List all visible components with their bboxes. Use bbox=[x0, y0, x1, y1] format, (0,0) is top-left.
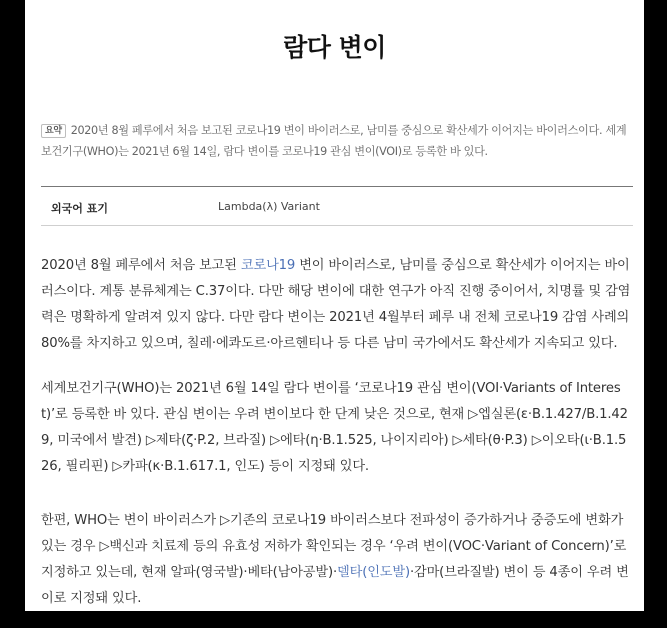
article-page bbox=[25, 0, 644, 611]
p1-text-a: 2020년 8월 페루에서 처음 보고된 bbox=[41, 258, 241, 273]
p1-text-b: 변이 바이러스로, 남미를 중심으로 확산세가 이어지는 바이러스이다. 계통 분류체계는 C.37이다. 다만 해당 변이에 대한 연구가 아직 진행 중이어서, 치명률 및 감염력은 명확하게 알려져 있지 않다. 다만 람다 변이는 2021년 4월부터 페루 내 전체 코로나19 감염 사례의 80%를 차지하고 있으며, 칠레·에콰도르·아르헨티나 등 다른 남미 국가에서도 확산세가 지속되고 있다. bbox=[41, 258, 631, 351]
body-paragraph-2: 세계보건기구(WHO)는 2021년 6월 14일 람다 변이를 ‘코로나19 관심 변이(VOI·Variants of Interest)’로 등록한 바 있다. 관심 변이는 우려 변이보다 한 단계 낮은 것으로, 현재 ▷엡실론(ε·B.1.427/B.1.429, 미국에서 발견) ▷제타(ζ·P.2, 브라질) ▷에타(η·B.1.525, 나이지리아) ▷세타(θ·P.3) ▷이오타(ι·B.1.526, 필리핀) ▷카파(κ·B.1.617.1, 인도) 등이 지정돼 있다. bbox=[41, 381, 628, 474]
summary-text: 2020년 8월 페루에서 처음 보고된 코로나19 변이 바이러스로, 남미를 중심으로 확산세가 이어지는 바이러스이다. 세계보건기구(WHO)는 2021년 6월 14일, 람다 변이를 코로나19 관심 변이(VOI)로 등록한 바 있다. bbox=[41, 124, 627, 158]
page-title: 람다 변이 bbox=[283, 33, 386, 62]
delta-link[interactable]: 델타(인도발) bbox=[337, 565, 410, 580]
body-paragraph-1 bbox=[41, 253, 633, 357]
p3-text-a: 한편, WHO는 변이 바이러스가 ▷기존의 코로나19 바이러스보다 전파성이 증가하거나 중증도에 변화가 있는 경우 ▷백신과 치료제 등의 유효성 저하가 확인되는 경우 ‘우려 변이(VOC·Variant of Concern)’로 지정하고 있는데, 현재 알파(영국발)·베타(남아공발)· bbox=[41, 513, 627, 580]
summary-box bbox=[41, 120, 631, 162]
covid19-link[interactable]: 코로나19 bbox=[240, 258, 296, 273]
summary-badge: 요약 bbox=[41, 124, 66, 138]
info-table bbox=[41, 186, 633, 226]
body-paragraph-3 bbox=[41, 508, 633, 611]
info-key-foreign-name: 외국어 표기 bbox=[51, 202, 108, 215]
p3-text-b: ·감마(브라질발) 변이 등 4종이 우려 변이로 지정돼 있다. bbox=[41, 565, 629, 606]
info-value-foreign-name: Lambda(λ) Variant bbox=[218, 200, 320, 213]
